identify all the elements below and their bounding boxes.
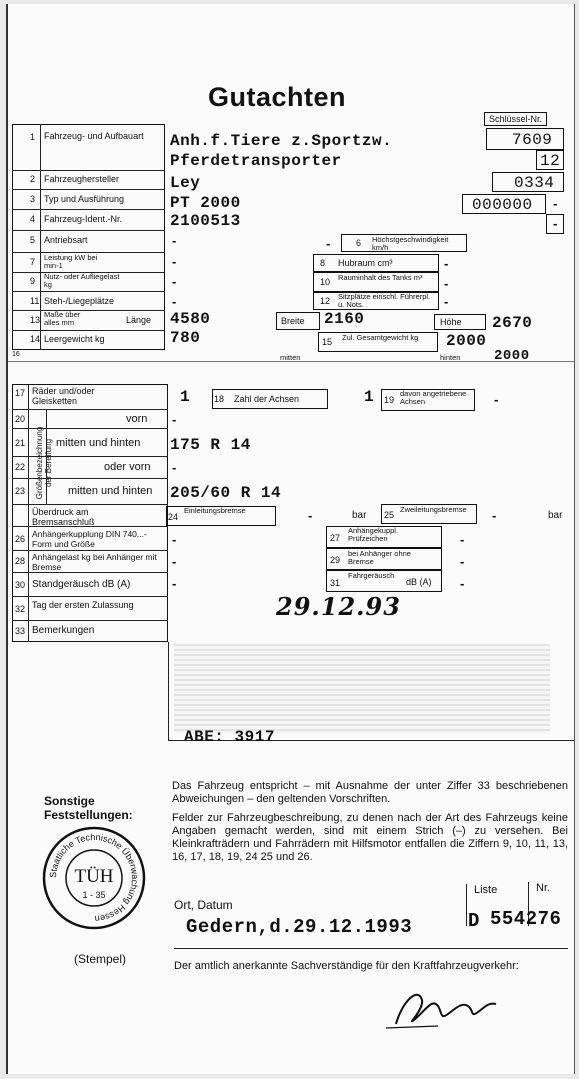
axle-load-value: 2000: [494, 348, 530, 364]
stamp-center-text: TÜH: [74, 866, 114, 887]
field-number: 30: [14, 580, 25, 590]
stamp-sub-text: 1 - 35: [82, 890, 106, 900]
key-number-header: Schlüssel-Nr.: [484, 112, 547, 126]
document-sheet: [6, 4, 575, 1074]
field-label: Nutz- oder Aufliegelast kg: [44, 272, 120, 289]
field-label: Zahl der Achsen: [234, 394, 300, 404]
type-value: PT 2000: [170, 194, 241, 212]
length-value: 4580: [170, 310, 211, 328]
field-label: mitten und hinten: [68, 485, 153, 497]
vehicle-type-value: Anh.f.Tiere z.Sportzw.: [170, 132, 393, 150]
key-value: 12: [540, 152, 561, 170]
list-value: D: [468, 910, 480, 932]
field-number: 26: [14, 534, 25, 544]
field-label: Sitzplätze einschl. Führerpl. u. Nots.: [338, 292, 431, 309]
field-label: Standgeräusch dB (A): [32, 579, 131, 590]
field-label: hinten: [440, 353, 461, 362]
field-number: 32: [14, 604, 25, 614]
field-label: Anhängelast kg bei Anhänger mit Bremse: [32, 552, 157, 572]
conformity-statement: Das Fahrzeug entspricht – mit Ausnahme der unter Ziffer 33 beschriebenen Abweichungen – den geltenden Vorschriften.: [172, 780, 568, 805]
field-number: 4: [30, 214, 36, 224]
field-number: 25: [384, 510, 395, 520]
field-label: Typ und Ausführung: [44, 194, 125, 204]
unit-label: bar: [548, 510, 563, 521]
vin-value: 2100513: [170, 212, 241, 230]
unit-label: dB (A): [406, 577, 432, 587]
field-value: -: [444, 256, 449, 271]
field-value: -: [172, 274, 177, 289]
height-label: Höhe: [440, 317, 462, 327]
field-label: Anhängekuppl. Prüfzeichen: [348, 526, 399, 543]
field-value: -: [460, 532, 465, 547]
field-value: -: [444, 276, 449, 291]
number-value: 554276: [490, 908, 562, 930]
key-value: 7609: [512, 131, 553, 149]
field-number: 9: [30, 276, 36, 286]
field-value: -: [444, 294, 449, 309]
field-number: 7: [30, 257, 36, 267]
place-date-value: Gedern,d.29.12.1993: [186, 916, 413, 938]
field-number: 1: [30, 132, 36, 142]
field-number: 3: [30, 194, 36, 204]
field-number: 14: [30, 334, 41, 344]
field-value: -: [172, 233, 177, 248]
field-value: -: [172, 460, 177, 475]
field-number: 11: [30, 296, 40, 306]
key-value: 000000: [472, 196, 533, 214]
field-label: oder vorn: [104, 461, 151, 473]
field-number: 2: [30, 174, 36, 184]
field-label: Zweileitungsbremse: [400, 505, 467, 514]
gross-weight-value: 2000: [446, 332, 487, 350]
field-number: 17: [14, 388, 25, 398]
field-label: bei Anhänger ohne Bremse: [348, 549, 411, 566]
number-label: Nr.: [536, 882, 551, 894]
field-label: Zul. Gesamtgewicht kg: [342, 333, 419, 342]
empty-weight-value: 780: [170, 329, 201, 347]
official-stamp: [42, 826, 146, 930]
field-value: -: [492, 508, 497, 523]
field-value: -: [460, 576, 465, 591]
field-label: davon angetriebene Achsen: [400, 389, 467, 406]
field-number: 10: [320, 277, 331, 287]
field-number: 8: [320, 258, 326, 268]
field-number: 19: [384, 395, 395, 405]
instruction-text: Felder zur Fahrzeugbeschreibung, zu denen nach der Art des Fahrzeugs keine Angaben gemacht werden, sind mit einem Strich (–) zu versehen. Bei Kleinkrafträdern und Fahrrädern mit Hilfsmotor entfallen die Ziffern 9, 10, 11, 13, 16, 17, 18, 19, 24 25 und 26.: [172, 812, 568, 863]
field-label: mitten: [280, 353, 301, 362]
field-number: 21: [14, 438, 25, 448]
field-label: Rauminhalt des Tanks m³: [338, 273, 423, 282]
wheels-value: 1: [180, 388, 191, 406]
field-value: -: [460, 554, 465, 569]
field-value: -: [326, 236, 331, 251]
field-label: Anhängerkupplung DIN 740...-Form und Größe: [32, 529, 147, 549]
field-value: -: [172, 532, 177, 547]
key-dash: -: [553, 196, 558, 211]
field-number: 29: [330, 555, 341, 565]
field-number: 23: [14, 486, 25, 496]
field-label: Leistung kW bei min-1: [44, 253, 98, 270]
field-number: 18: [214, 394, 225, 404]
field-label: mitten und hinten: [56, 437, 141, 449]
field-label: Steh-/Liegeplätze: [44, 296, 115, 306]
height-value: 2670: [492, 314, 533, 332]
key-dash: -: [553, 216, 558, 231]
stamp-label: (Stempel): [74, 952, 127, 966]
field-label: Maße über alles mm: [44, 310, 81, 327]
field-label: Bemerkungen: [32, 625, 95, 636]
manufacturer-value: Ley: [170, 174, 201, 192]
field-value: -: [172, 576, 177, 591]
field-label: Überdruck am Bremsanschluß: [32, 507, 95, 527]
vehicle-body-value: Pferdetransporter: [170, 152, 342, 170]
field-value: -: [172, 412, 177, 427]
field-number: 6: [356, 238, 362, 248]
field-number: 27: [330, 533, 341, 543]
remarks-area: [174, 644, 550, 734]
field-value: -: [172, 554, 177, 569]
other-findings-label: Sonstige Feststellungen:: [44, 794, 133, 822]
field-label: Tag der ersten Zulassung: [32, 600, 134, 610]
signature: [378, 980, 518, 1036]
field-label: vorn: [126, 413, 148, 425]
field-number: 12: [320, 296, 331, 306]
field-number: 5: [30, 235, 36, 245]
abe-value: ABE: 3917: [184, 728, 275, 746]
field-sublabel: Länge: [126, 315, 152, 325]
field-value: -: [308, 508, 313, 523]
expert-label: Der amtlich anerkannte Sachverständige für den Kraftfahrzeugverkehr:: [174, 960, 519, 972]
axles-value: 1: [364, 388, 375, 406]
field-label: Einleitungsbremse: [184, 506, 246, 515]
field-value: -: [494, 392, 499, 407]
field-value: -: [172, 254, 177, 269]
field-label: Höchstgeschwindigkeit km/h: [372, 235, 449, 252]
field-value: -: [172, 294, 177, 309]
field-label: Räder und/oder Gleisketten: [32, 386, 95, 406]
field-number: 20: [14, 414, 25, 424]
page-title: Gutachten: [208, 82, 347, 112]
tire-alt-value: 205/60 R 14: [170, 484, 282, 502]
field-label: Fahrgeräusch: [348, 571, 395, 580]
field-label: Fahrzeughersteller: [44, 174, 120, 184]
stamp-ring-text: Staatliche Technische Überwachung Hessen: [47, 831, 141, 925]
field-number: 13: [30, 315, 41, 325]
field-label: Hubraum cm³: [338, 258, 393, 268]
width-label: Breite: [281, 316, 305, 326]
list-label: Liste: [474, 884, 498, 896]
field-number: 24: [168, 512, 179, 522]
field-label: Fahrzeug-Ident.-Nr.: [44, 214, 123, 224]
field-number: 22: [14, 462, 25, 472]
field-number: 15: [322, 337, 333, 347]
place-date-label: Ort, Datum: [174, 898, 233, 912]
field-label: Fahrzeug- und Aufbauart: [44, 131, 144, 141]
tire-rear-value: 175 R 14: [170, 436, 251, 454]
field-label: Leergewicht kg: [44, 334, 105, 344]
unit-label: bar: [352, 510, 367, 521]
field-label: Antriebsart: [44, 235, 88, 245]
tire-side-label: Größenbezeichnung der Bereifung: [35, 426, 53, 500]
field-number: 16: [12, 351, 20, 358]
field-number: 33: [14, 626, 25, 636]
width-value: 2160: [324, 310, 365, 328]
key-value: 0334: [514, 174, 555, 192]
field-number: 28: [14, 556, 25, 566]
field-number: 31: [330, 578, 341, 588]
first-registration-value: 29.12.93: [276, 592, 401, 621]
